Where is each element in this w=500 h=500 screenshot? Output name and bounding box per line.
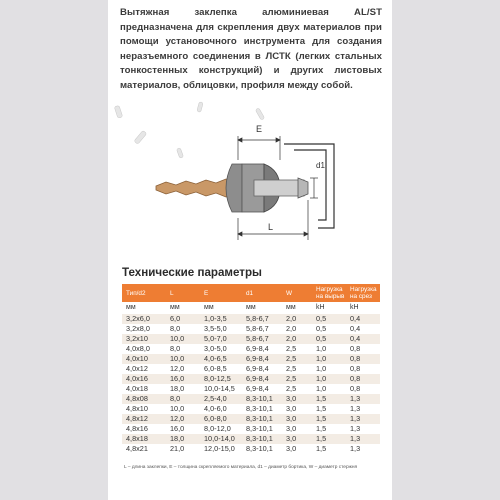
table-cell: 5,8-6,7 bbox=[242, 334, 282, 344]
unit-cell: мм bbox=[204, 304, 214, 311]
table-cell: 1,3 bbox=[346, 434, 380, 444]
table-cell: 6,9-8,4 bbox=[246, 364, 269, 373]
table-cell: 1,5 bbox=[312, 414, 346, 424]
table-cell: 4,8x18 bbox=[122, 434, 166, 444]
table-cell: 10,0-14,5 bbox=[204, 384, 235, 393]
table-cell: 8,3-10,1 bbox=[246, 404, 273, 413]
table-row bbox=[122, 324, 380, 334]
table-cell: 4,8x21 bbox=[126, 444, 148, 453]
table-cell: 12,0-15,0 bbox=[204, 444, 235, 453]
table-cell: 4,8x12 bbox=[122, 414, 166, 424]
label-l: L bbox=[268, 222, 274, 232]
table-cell: 0,4 bbox=[346, 334, 380, 344]
table-cell: 4,0-6,5 bbox=[200, 354, 242, 364]
rivet-diagram bbox=[108, 100, 392, 250]
table-row bbox=[122, 404, 380, 414]
footnote: L – длина заклепки, E – толщина скрепляемого материала, d1 – диаметр бортика, W – диаметр стержня bbox=[124, 465, 358, 470]
table-cell: 0,5 bbox=[312, 334, 346, 344]
table-cell: 10,0-14,0 bbox=[200, 434, 242, 444]
table-cell: 1,3 bbox=[346, 414, 380, 424]
table-cell: 8,3-10,1 bbox=[242, 434, 282, 444]
table-cell: 4,8x08 bbox=[122, 394, 166, 404]
table-cell: 2,5 bbox=[286, 384, 297, 393]
table-cell: 1,5 bbox=[316, 444, 327, 453]
table-row bbox=[122, 384, 380, 394]
table-row bbox=[122, 354, 380, 364]
table-cell: 3,2x10 bbox=[122, 334, 166, 344]
col-length: L bbox=[166, 284, 200, 302]
product-description: Вытяжная заклепка алюминиевая AL/ST предназначена для скрепления двух материалов при помощи установочного инструмента для создания неразъемного соединения в ЛСТК (легких стальных тонкостенных конструкций) и других листовых материалов, облицовки, профиля между собой. bbox=[120, 7, 382, 91]
label-e: E bbox=[256, 124, 263, 134]
params-title: Технические параметры bbox=[122, 266, 262, 279]
table-cell: 3,0 bbox=[282, 414, 312, 424]
table-cell: 6,0-8,0 bbox=[200, 414, 242, 424]
table-cell: 8,0-12,5 bbox=[200, 374, 242, 384]
table-cell: 3,0 bbox=[286, 444, 297, 453]
table-cell: 8,0-12,0 bbox=[204, 424, 231, 433]
col-head-diameter: d1 bbox=[242, 284, 282, 302]
table-cell: 1,0 bbox=[312, 374, 346, 384]
spec-table bbox=[122, 284, 380, 454]
col-shear-load: Нагрузка на срез bbox=[346, 284, 380, 302]
table-cell: 4,0x18 bbox=[126, 384, 148, 393]
unit-cell: kH bbox=[316, 304, 325, 311]
table-cell: 6,9-8,4 bbox=[242, 354, 282, 364]
table-cell: 0,4 bbox=[350, 324, 361, 333]
table-cell: 0,5 bbox=[312, 314, 346, 324]
table-cell: 0,8 bbox=[346, 354, 380, 364]
table-cell: 1,0 bbox=[316, 364, 327, 373]
table-cell: 1,0 bbox=[316, 384, 327, 393]
table-cell: 18,0 bbox=[166, 434, 200, 444]
label-d1: d1 bbox=[316, 161, 325, 170]
rivet-head bbox=[226, 164, 242, 212]
col-thickness: E bbox=[200, 284, 242, 302]
table-row bbox=[122, 434, 380, 444]
table-cell: 0,5 bbox=[316, 324, 327, 333]
table-cell: 1,3 bbox=[350, 424, 361, 433]
table-cell: 1,3 bbox=[350, 444, 361, 453]
table-cell: 16,0 bbox=[170, 424, 185, 433]
table-cell: 12,0 bbox=[170, 364, 185, 373]
table-cell: 4,0x12 bbox=[126, 364, 148, 373]
table-row bbox=[122, 414, 380, 424]
table-row bbox=[122, 424, 380, 434]
table-cell: 2,0 bbox=[282, 314, 312, 324]
table-cell: 6,9-8,4 bbox=[246, 344, 269, 353]
table-cell: 0,4 bbox=[346, 314, 380, 324]
table-cell: 0,8 bbox=[350, 384, 361, 393]
units-row bbox=[122, 302, 380, 314]
table-cell: 8,0 bbox=[166, 394, 200, 404]
col-pull-load: Нагрузка на вырыв bbox=[312, 284, 346, 302]
table-cell: 4,8x16 bbox=[126, 424, 148, 433]
table-cell: 3,5-5,0 bbox=[204, 324, 227, 333]
table-cell: 3,0 bbox=[286, 424, 297, 433]
left-background bbox=[0, 0, 108, 500]
table-cell: 6,9-8,4 bbox=[242, 374, 282, 384]
table-row bbox=[122, 334, 380, 344]
table-cell: 0,8 bbox=[350, 344, 361, 353]
unit-cell: мм bbox=[286, 304, 296, 311]
table-cell: 5,0-7,0 bbox=[200, 334, 242, 344]
table-cell: 2,5 bbox=[286, 344, 297, 353]
table-cell: 6,9-8,4 bbox=[246, 384, 269, 393]
table-cell: 1,5 bbox=[316, 404, 327, 413]
table-cell: 0,8 bbox=[346, 374, 380, 384]
table-cell: 4,0x10 bbox=[122, 354, 166, 364]
table-cell: 2,5-4,0 bbox=[200, 394, 242, 404]
table-cell: 1,0 bbox=[312, 354, 346, 364]
unit-cell: мм bbox=[246, 304, 256, 311]
col-shank-diameter: W bbox=[282, 284, 312, 302]
table-cell: 21,0 bbox=[170, 444, 185, 453]
table-cell: 1,5 bbox=[312, 434, 346, 444]
table-cell: 1,0 bbox=[316, 344, 327, 353]
table-row bbox=[122, 444, 380, 454]
rivet-body bbox=[242, 164, 308, 212]
right-background bbox=[392, 0, 500, 500]
rivet-mandrel bbox=[156, 179, 232, 197]
table-cell: 1,5 bbox=[316, 424, 327, 433]
table-cell: 2,5 bbox=[282, 374, 312, 384]
unit-cell: мм bbox=[126, 304, 136, 311]
table-cell: 10,0 bbox=[170, 404, 185, 413]
table-cell: 1,3 bbox=[346, 394, 380, 404]
table-cell: 2,5 bbox=[282, 354, 312, 364]
table-cell: 10,0 bbox=[166, 334, 200, 344]
spec-body bbox=[122, 302, 380, 454]
table-cell: 2,0 bbox=[282, 334, 312, 344]
table-cell: 2,5 bbox=[286, 364, 297, 373]
table-cell: 5,8-6,7 bbox=[242, 314, 282, 324]
table-cell: 3,0-5,0 bbox=[204, 344, 227, 353]
table-row bbox=[122, 314, 380, 324]
table-cell: 6,0-8,5 bbox=[204, 364, 227, 373]
table-cell: 8,0 bbox=[170, 324, 181, 333]
table-row bbox=[122, 374, 380, 384]
table-cell: 8,3-10,1 bbox=[246, 424, 273, 433]
table-cell: 3,2x6,0 bbox=[122, 314, 166, 324]
table-cell: 3,0 bbox=[282, 394, 312, 404]
unit-cell: kH bbox=[350, 304, 359, 311]
table-cell: 4,0x8,0 bbox=[126, 344, 150, 353]
table-cell: 18,0 bbox=[170, 384, 185, 393]
table-cell: 6,0 bbox=[166, 314, 200, 324]
table-row bbox=[122, 344, 380, 354]
table-cell: 1,5 bbox=[312, 394, 346, 404]
table-cell: 1,3 bbox=[350, 404, 361, 413]
table-cell: 8,0 bbox=[170, 344, 181, 353]
table-cell: 3,0 bbox=[282, 434, 312, 444]
table-cell: 1,0-3,5 bbox=[200, 314, 242, 324]
table-cell: 8,3-10,1 bbox=[242, 414, 282, 424]
table-row bbox=[122, 394, 380, 404]
table-cell: 3,0 bbox=[286, 404, 297, 413]
table-cell: 4,8x10 bbox=[126, 404, 148, 413]
loose-rivets-illustration bbox=[114, 102, 264, 159]
table-cell: 0,8 bbox=[350, 364, 361, 373]
table-cell: 2,0 bbox=[286, 324, 297, 333]
table-cell: 5,8-6,7 bbox=[246, 324, 269, 333]
col-type: Тип/d2 bbox=[122, 284, 166, 302]
table-cell: 8,3-10,1 bbox=[242, 394, 282, 404]
table-cell: 4,0x16 bbox=[122, 374, 166, 384]
table-cell: 10,0 bbox=[166, 354, 200, 364]
table-cell: 16,0 bbox=[166, 374, 200, 384]
table-cell: 4,0-6,0 bbox=[204, 404, 227, 413]
table-row bbox=[122, 364, 380, 374]
table-cell: 3,2x8,0 bbox=[126, 324, 150, 333]
table-cell: 12,0 bbox=[166, 414, 200, 424]
spec-header-row bbox=[122, 284, 380, 302]
table-cell: 8,3-10,1 bbox=[246, 444, 273, 453]
unit-cell: мм bbox=[170, 304, 180, 311]
